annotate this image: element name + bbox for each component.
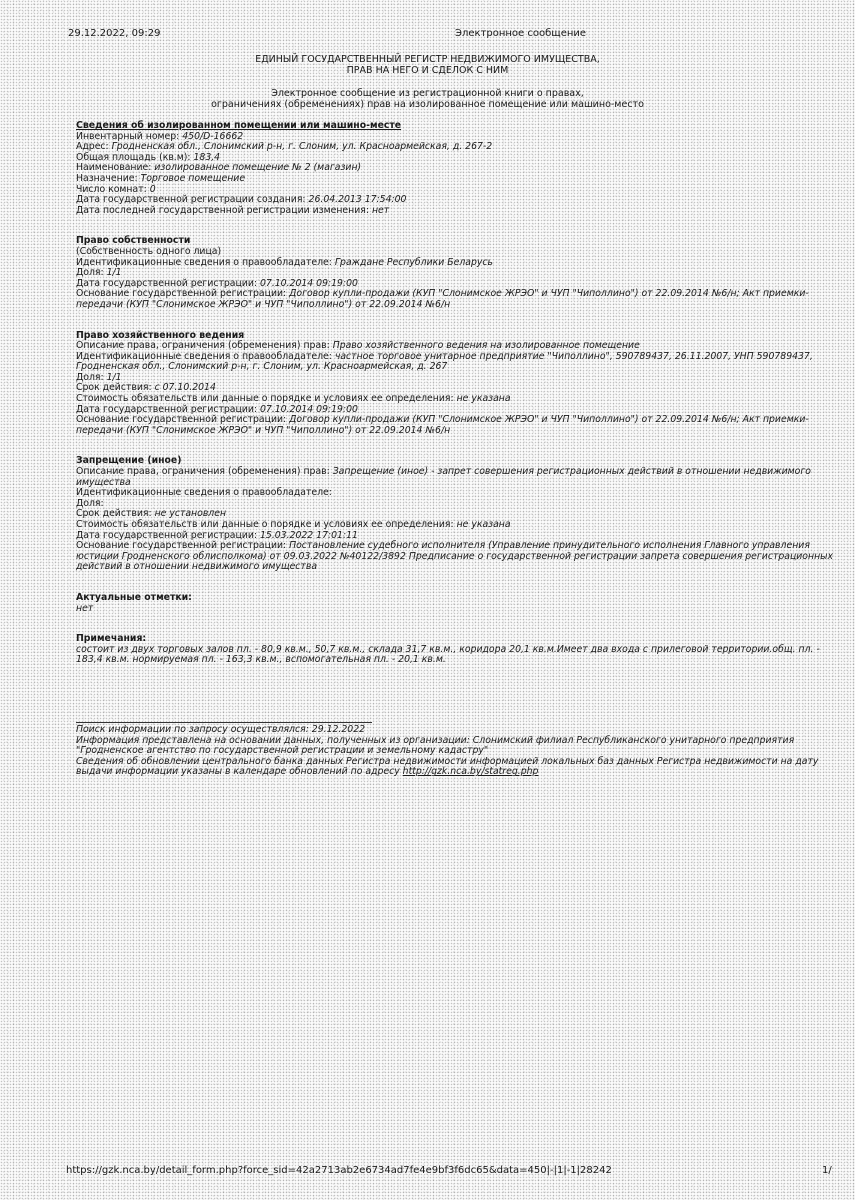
statreg-link[interactable]: http://gzk.nca.by/statreg.php [402, 766, 539, 778]
premises-section [76, 121, 836, 216]
economic-row-label: Описание права, ограничения (обременения) прав: [76, 340, 333, 352]
prohibition-rows [76, 467, 836, 573]
economic-row-value: 07.10.2014 09:19:00 [259, 403, 358, 415]
ownership-title: Право собственности [76, 235, 191, 247]
economic-row [76, 352, 836, 373]
prohibition-row-value: не установлен [154, 508, 227, 520]
premises-row-value: 450/D-16662 [182, 130, 244, 142]
notes-title: Примечания: [76, 633, 147, 645]
economic-row-label: Доля: [76, 371, 107, 383]
premises-row-label: Назначение: [76, 172, 141, 184]
premises-row-value: 26.04.2013 17:54:00 [308, 194, 407, 206]
premises-row-label: Наименование: [76, 162, 155, 174]
premises-row-value: нет [371, 204, 390, 216]
economic-row-label: Основание государственной регистрации: [76, 414, 290, 426]
prohibition-row [76, 488, 836, 499]
economic-row-value: Договор купли-продажи (КУП "Слонимское ЖРЭО" и ЧУП "Чиполлино") от 22.09.2014 №6/н; Акт приемки-передачи (КУП "Слонимское ЖРЭО" и ЧУП "Чиполлино") от 22.09.2014 №6/н [76, 414, 809, 436]
economic-row-label: Стоимость обязательств или данные о порядке и условиях ее определения: [76, 393, 457, 405]
header-title: Электронное сообщение [455, 28, 587, 39]
economic-section [76, 331, 836, 437]
ownership-row [76, 289, 836, 310]
prohibition-row-label: Дата государственной регистрации: [76, 529, 260, 541]
economic-row [76, 415, 836, 436]
prohibition-title: Запрещение (иное) [76, 455, 182, 467]
registry-heading [0, 54, 855, 76]
economic-row-value: 1/1 [106, 371, 122, 383]
premises-row-value: 183,4 [193, 151, 221, 163]
footnote [76, 725, 826, 778]
ownership-row-label: Дата государственной регистрации: [76, 277, 260, 289]
footnote-update-info [76, 757, 826, 778]
prohibition-row-value: Постановление судебного исполнителя (Управление принудительного исполнения Главного управления юстиции Гродненского облисполкома) от 09.03.2022 №40122/3892 Предписание о государственной регистрации запрета совершения регистрационных действий в отношении недвижимого имущества [76, 540, 833, 573]
premises-row-label: Адрес: [76, 141, 112, 153]
ownership-row-value: Граждане Республики Беларусь [334, 256, 493, 268]
premises-row-value: изолированное помещение № 2 (магазин) [154, 162, 362, 174]
footer-url: https://gzk.nca.by/detail_form.php?force_sid=42a2713ab2e6734ad7fe4e9bf3f6dc65&data=450|-|1|-1|28242 [66, 1165, 612, 1176]
economic-row-label: Дата государственной регистрации: [76, 403, 260, 415]
prohibition-row-value: не указана [456, 519, 511, 530]
prohibition-row-label: Идентификационные сведения о правообладателе: [76, 487, 332, 499]
economic-title: Право хозяйственного ведения [76, 329, 245, 341]
premises-row-label: Дата государственной регистрации создания: [76, 194, 309, 206]
prohibition-row-label: Стоимость обязательств или данные о порядке и условиях ее определения: [76, 519, 457, 530]
premises-row-value: Торговое помещение [140, 172, 246, 184]
economic-row-label: Срок действия: [76, 382, 155, 394]
ownership-row-label: Идентификационные сведения о правообладателе: [76, 256, 335, 268]
economic-row-label: Идентификационные сведения о правообладателе: [76, 350, 335, 362]
ownership-row-value: 07.10.2014 09:19:00 [259, 277, 358, 289]
economic-row-value: с 07.10.2014 [154, 382, 216, 394]
ownership-row-label: Основание государственной регистрации: [76, 288, 290, 300]
premises-row [76, 174, 836, 185]
premises-row-label: Дата последней государственной регистрации изменения: [76, 204, 372, 216]
premises-row-label: Число комнат: [76, 183, 150, 195]
economic-row-value: Право хозяйственного ведения на изолированное помещение [332, 340, 640, 352]
marks-section [76, 593, 836, 614]
registry-heading-line2: ПРАВ НА НЕГО И СДЕЛОК С НИМ [346, 65, 509, 76]
premises-row-label: Общая площадь (кв.м): [76, 151, 194, 163]
footnote-divider [76, 722, 372, 723]
prohibition-row [76, 541, 836, 573]
prohibition-row [76, 467, 836, 488]
notes-section [76, 634, 836, 666]
premises-title: Сведения об изолированном помещении или машино-месте [76, 120, 402, 131]
economic-rows [76, 341, 836, 436]
premises-rows [76, 132, 836, 217]
print-datetime: 29.12.2022, 09:29 [68, 28, 161, 39]
prohibition-row-value: 15.03.2022 17:01:11 [259, 529, 358, 541]
page-number: 1/ [822, 1165, 832, 1176]
prohibition-section [76, 456, 836, 573]
premises-row-label: Инвентарный номер: [76, 130, 183, 142]
ownership-row [76, 258, 836, 269]
ownership-row-value: 1/1 [106, 267, 122, 279]
premises-row-value: 0 [149, 183, 156, 195]
prohibition-row-label: Доля: [76, 497, 104, 509]
notes-value: состоит из двух торговых залов пл. - 80,9 кв.м., 50,7 кв.м., склада 31,7 кв.м., коридора 20,1 кв.м.Имеет два входа с прилеговой территории.общ. пл. - 183,4 кв.м. нормируемая пл. - 163,3 кв.м., вспомогательная пл. - 20,1 кв.м. [76, 643, 820, 666]
economic-row-value: не указана [456, 393, 511, 405]
message-heading [0, 88, 855, 110]
message-heading-line1: Электронное сообщение из регистрационной книги о правах, [271, 88, 584, 99]
prohibition-row-label: Срок действия: [76, 508, 155, 520]
ownership-rows [76, 258, 836, 311]
ownership-subtitle: (Собственность одного лица) [76, 245, 222, 257]
marks-value: нет [76, 602, 94, 614]
marks-title: Актуальные отметки: [76, 591, 192, 603]
prohibition-row-value: Запрещение (иное) - запрет совершения регистрационных действий в отношении недвижимого имущества [76, 466, 811, 488]
ownership-section [76, 236, 836, 310]
footnote-search-date: Поиск информации по запросу осуществлялся: 29.12.2022 [76, 724, 366, 735]
document-body [76, 121, 836, 686]
prohibition-row-label: Основание государственной регистрации: [76, 540, 290, 552]
footnote-source: Информация представлена на основании данных, полученных из организации: Слонимский филиал Республиканского унитарного предприятия "Гродненское агентство по государственной регистрации и земельному кадастру" [76, 734, 795, 757]
premises-row [76, 206, 836, 217]
premises-row-value: Гродненская обл., Слонимский р-н, г. Слоним, ул. Красноармейская, д. 267-2 [111, 141, 493, 153]
footnote-update-text: Сведения об обновлении центрального банка данных Регистра недвижимости информацией локальных баз данных Регистра недвижимости на дату выдачи информации указаны в календаре обновлений по адресу [76, 755, 819, 778]
ownership-row-value: Договор купли-продажи (КУП "Слонимское ЖРЭО" и ЧУП "Чиполлино") от 22.09.2014 №6/н; Акт приемки-передачи (КУП "Слонимское ЖРЭО" и ЧУП "Чиполлино") от 22.09.2014 №6/н [76, 288, 809, 310]
registry-heading-line1: ЕДИНЫЙ ГОСУДАРСТВЕННЫЙ РЕГИСТР НЕДВИЖИМОГО ИМУЩЕСТВА, [255, 54, 600, 65]
ownership-row-label: Доля: [76, 267, 107, 279]
message-heading-line2: ограничениях (обременениях) прав на изолированное помещение или машино-место [211, 99, 644, 110]
economic-row-value: частное торговое унитарное предприятие "Чиполлино", 590789437, 26.11.2007, УНП 590789437, Гродненская обл., Слонимский р-н, г. Слоним, ул. Красноармейская, д. 267 [76, 350, 813, 373]
prohibition-row-label: Описание права, ограничения (обременения) прав: [76, 466, 333, 478]
